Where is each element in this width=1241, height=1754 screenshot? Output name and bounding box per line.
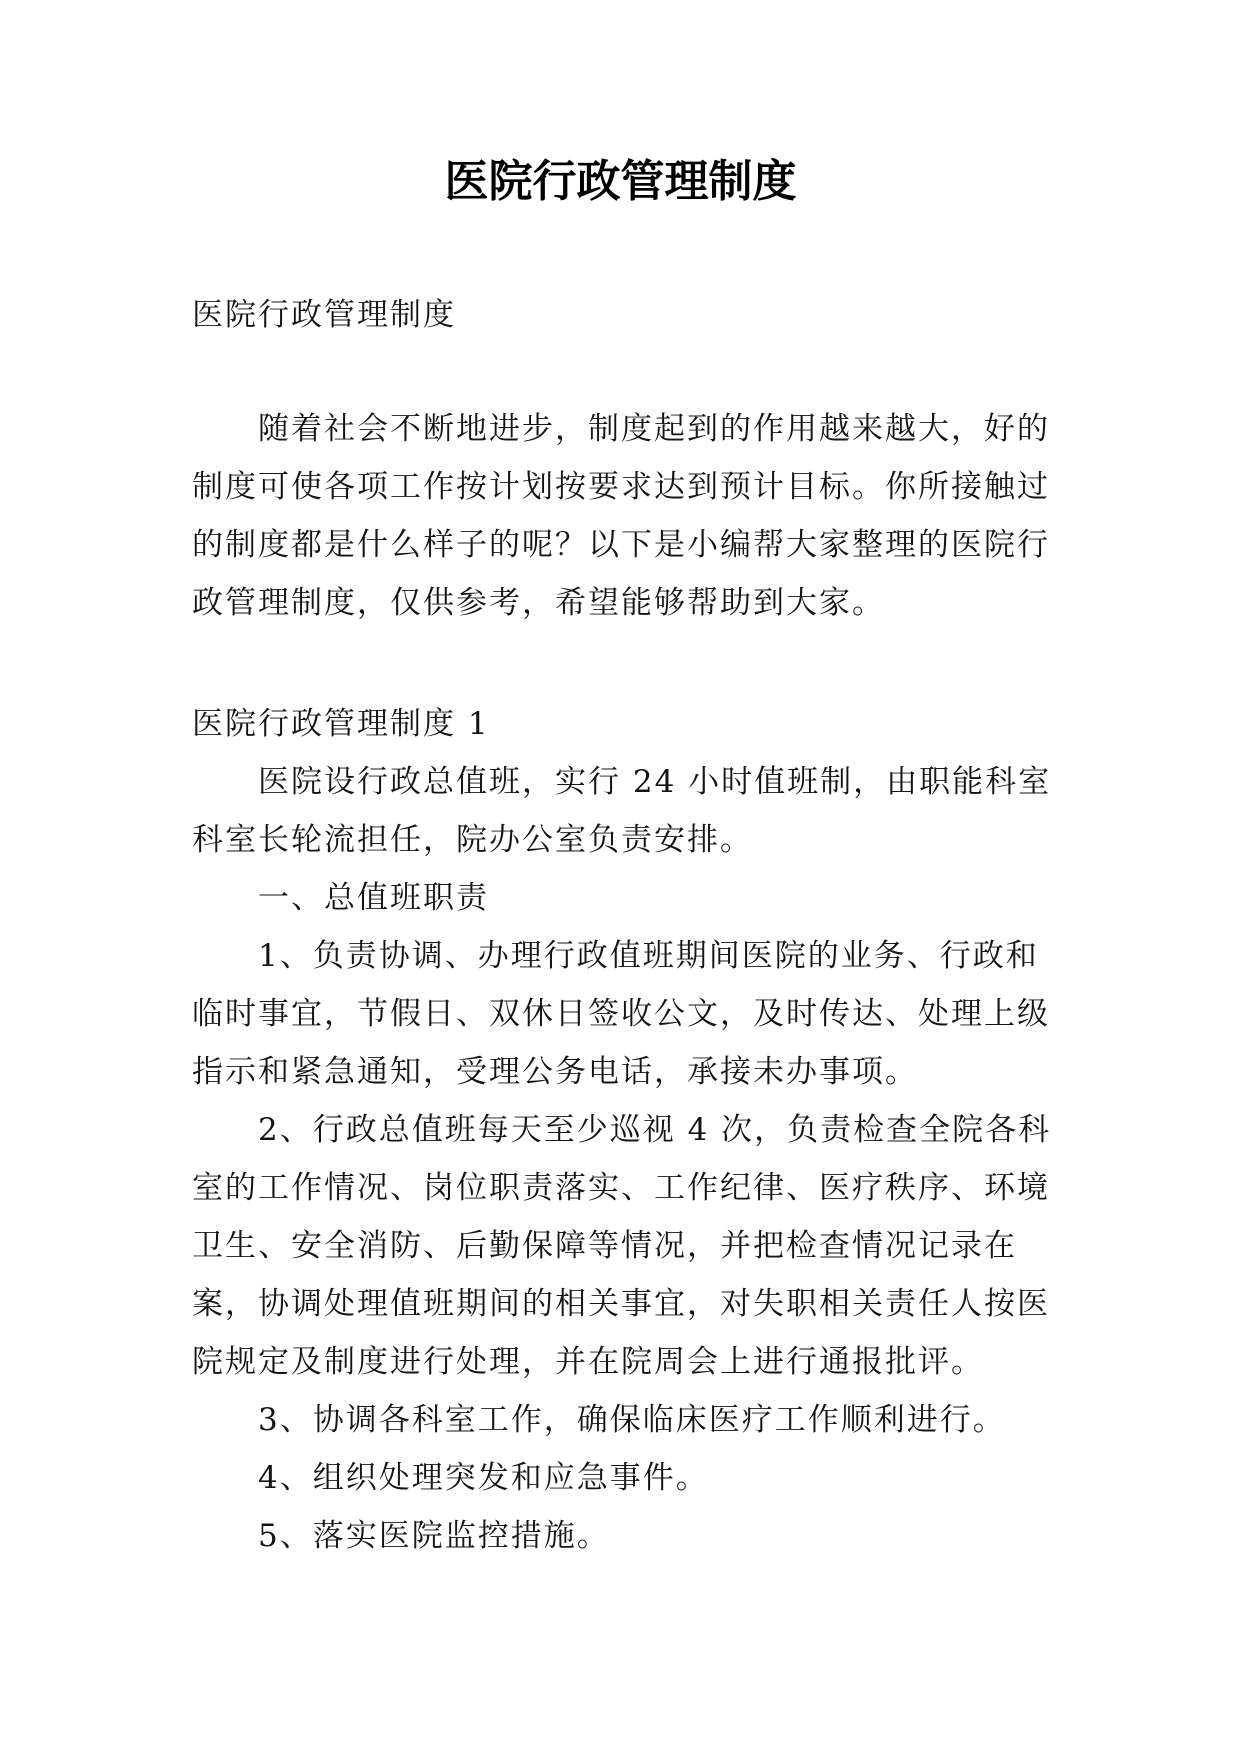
duty-heading: 一、总值班职责 xyxy=(258,880,489,916)
document-subtitle: 医院行政管理制度 xyxy=(192,297,456,333)
document-title: 医院行政管理制度 xyxy=(444,156,797,207)
duty-item-2: 2、行政总值班每天至少巡视 4 次，负责检查全院各科室的工作情况、岗位职责落实、工作纪律、医疗秩序、环境卫生、安全消防、后勤保障等情况，并把检查情况记录在案，协调处理值班期间的相关事宜，对失职相关责任人按医院规定及制度进行处理，并在院周会上进行通报批评。 xyxy=(192,1112,1052,1380)
duty-item-5: 5、落实医院监控措施。 xyxy=(258,1518,610,1554)
duty-item-4: 4、组织处理突发和应急事件。 xyxy=(258,1460,709,1496)
duty-item-1: 1、负责协调、办理行政值班期间医院的业务、行政和临时事宜，节假日、双休日签收公文，及时传达、处理上级指示和紧急通知，受理公务电话，承接未办事项。 xyxy=(192,938,1050,1090)
intro-paragraph: 随着社会不断地进步，制度起到的作用越来越大，好的制度可使各项工作按计划按要求达到预计目标。你所接触过的制度都是什么样子的呢？以下是小编帮大家整理的医院行政管理制度，仅供参考，希望能够帮助到大家。 xyxy=(192,411,1050,621)
section-title: 医院行政管理制度 1 xyxy=(192,706,490,742)
duty-item-3: 3、协调各科室工作，确保临床医疗工作顺利进行。 xyxy=(258,1402,1006,1438)
section-intro-paragraph: 医院设行政总值班，实行 24 小时值班制，由职能科室科室长轮流担任，院办公室负责安排。 xyxy=(192,764,1052,858)
